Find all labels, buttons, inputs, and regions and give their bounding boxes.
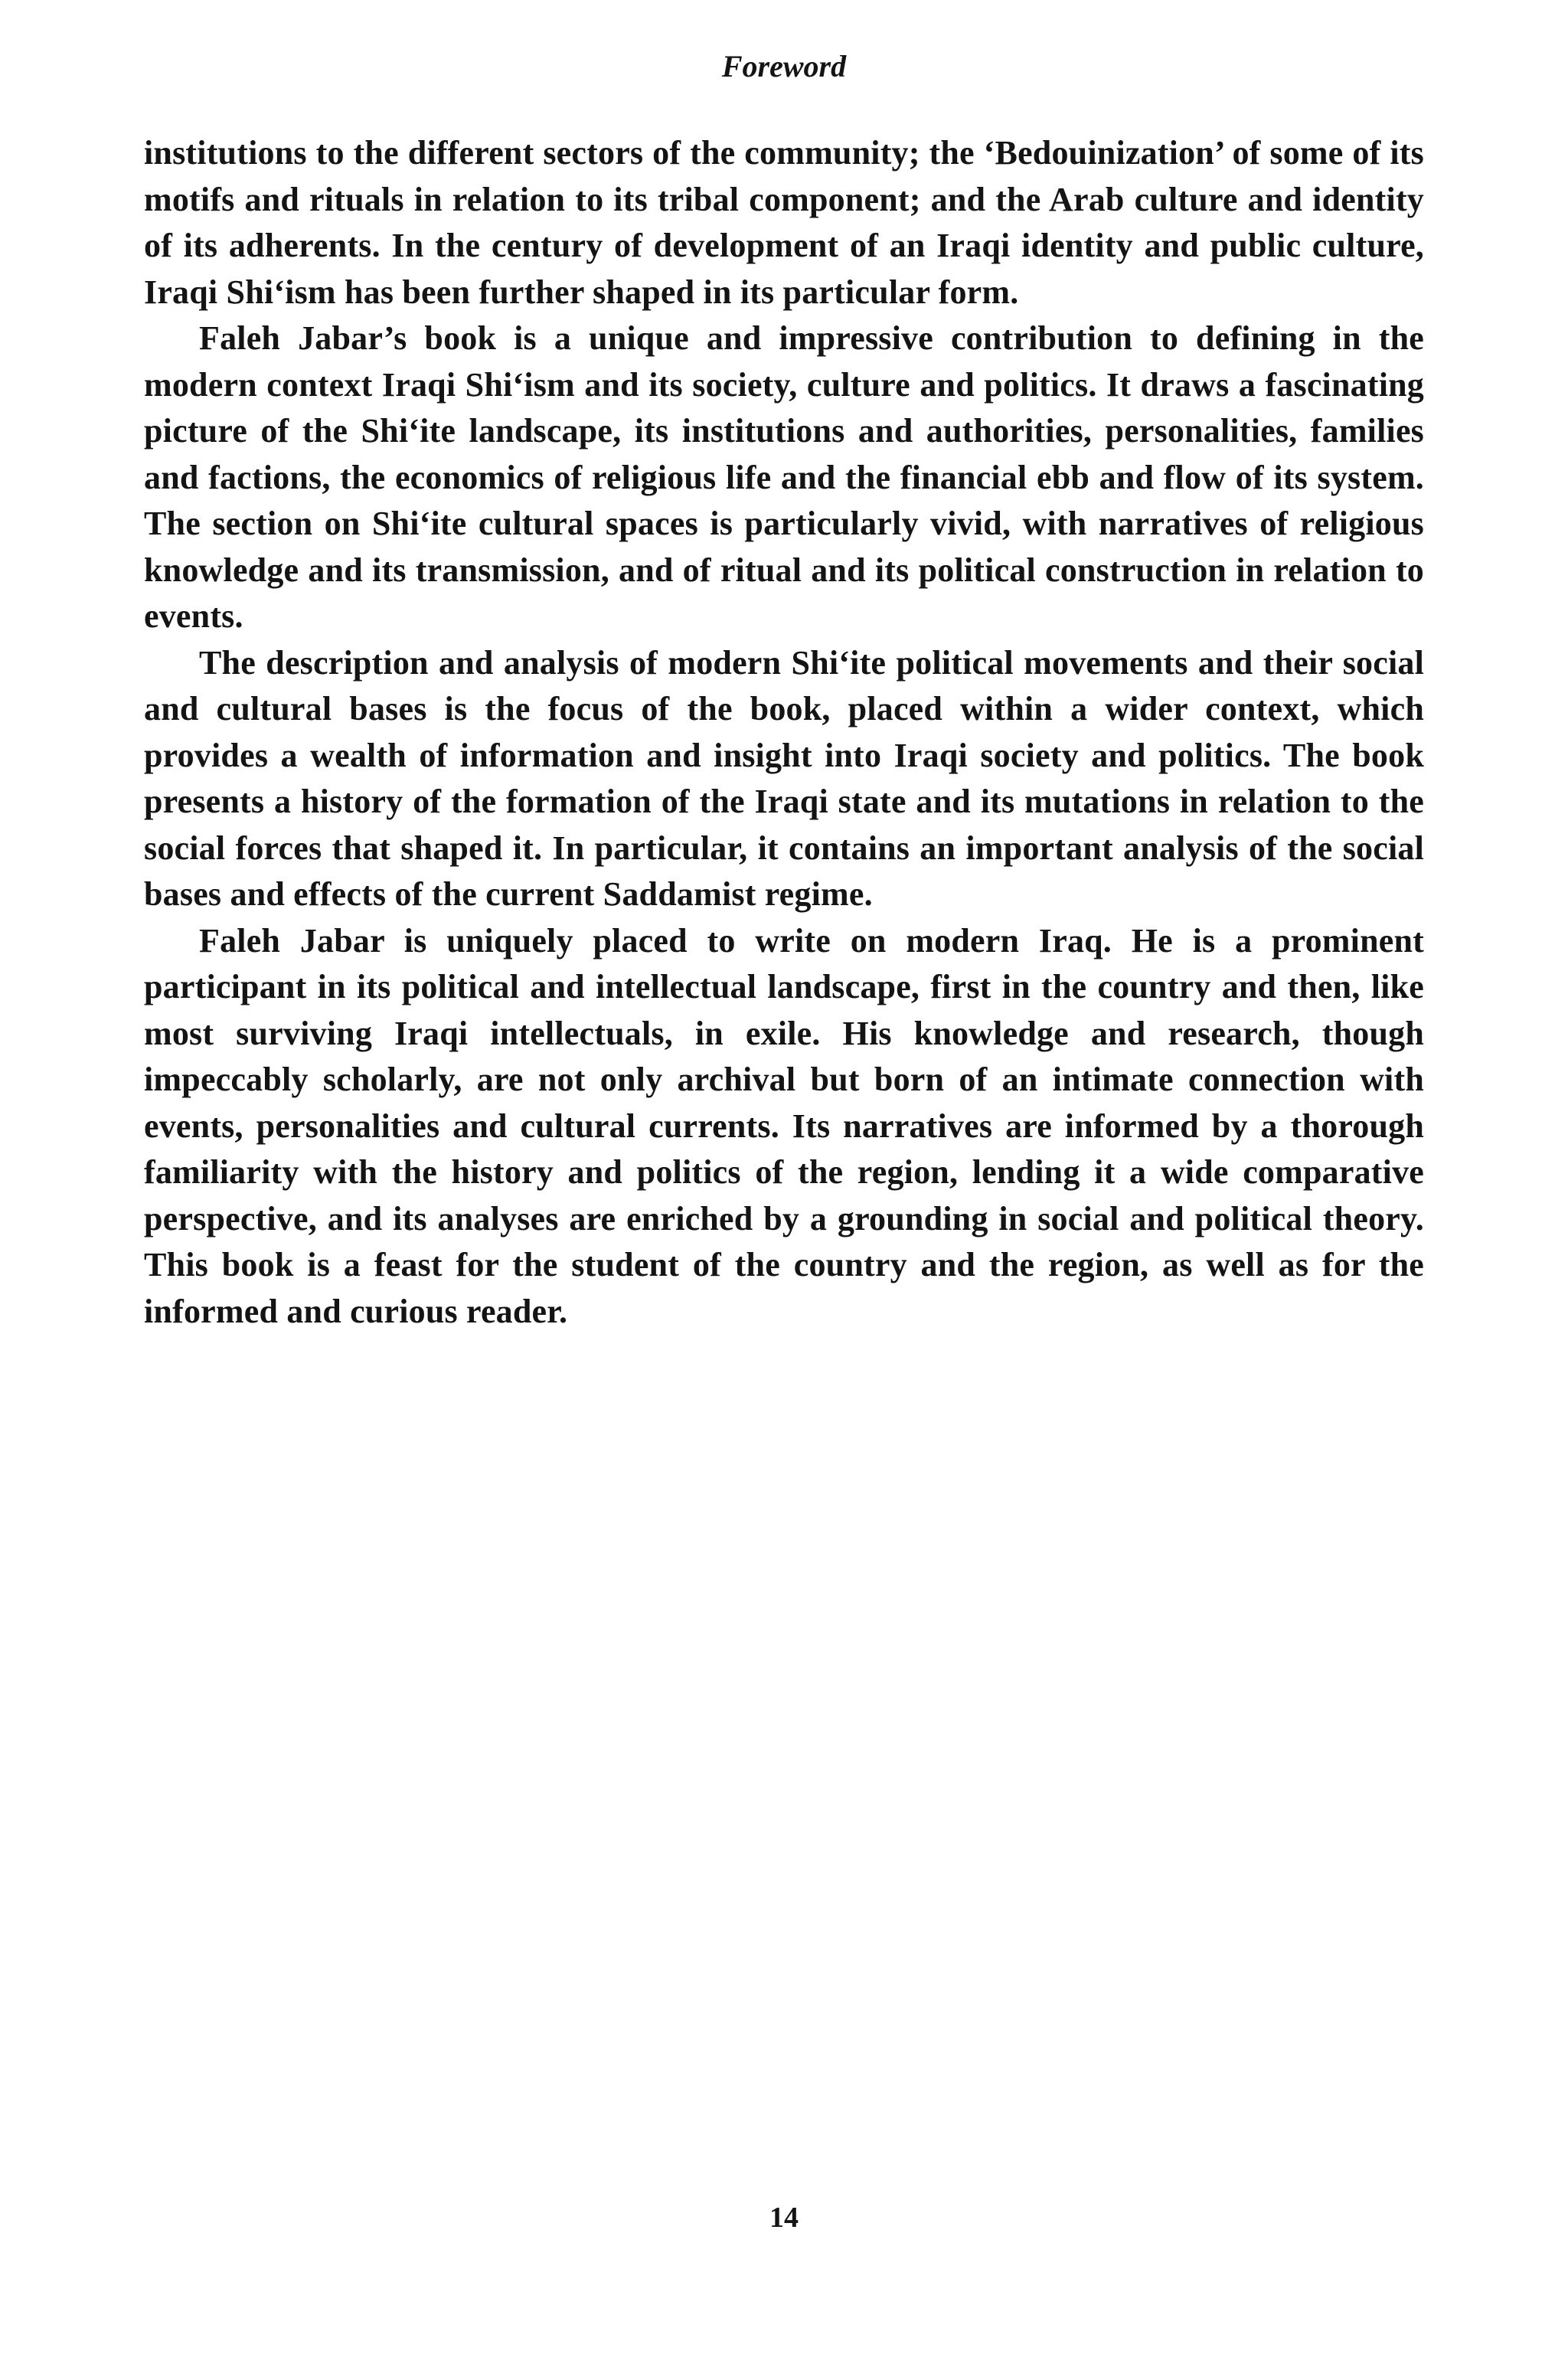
body-text <box>144 130 1424 1335</box>
paragraph-3: The description and analysis of modern Shi‘ite political movements and their social and cultural bases is the focus of the book, placed within a wider context, which provides a wealth of information and insight into Iraqi society and politics. The book presents a history of the formation of the Iraqi state and its mutations in relation to the social forces that shaped it. In particular, it contains an important analysis of the social bases and effects of the current Saddamist regime. <box>144 643 1424 913</box>
paragraph-4: Faleh Jabar is uniquely placed to write on modern Iraq. He is a prominent participant in its political and intellectual landscape, first in the country and then, like most surviving Iraqi intellectuals, in exile. His knowledge and research, though impeccably scholarly, are not only archival but born of an intimate connection with events, personalities and cultural currents. Its narratives are informed by a thorough familiarity with the history and politics of the region, lending it a wide comparative perspective, and its analyses are enriched by a grounding in social and political theory. This book is a feast for the student of the country and the region, as well as for the informed and curious reader. <box>144 921 1424 1330</box>
paragraph-2: Faleh Jabar’s book is a unique and impressive contribution to defining in the modern context Iraqi Shi‘ism and its society, culture and politics. It draws a fascinating picture of the Shi‘ite landscape, its institutions and authorities, personalities, families and factions, the economics of religious life and the financial ebb and flow of its system. The section on Shi‘ite cultural spaces is particularly vivid, with narratives of religious knowledge and its transmission, and of ritual and its political construction in relation to events. <box>144 319 1424 635</box>
paragraph-1: institutions to the different sectors of the community; the ‘Bedouinization’ of some of its motifs and rituals in relation to its tribal component; and the Arab culture and identity of its adherents. In the century of development of an Iraqi identity and public culture, Iraqi Shi‘ism has been further shaped in its particular form. <box>144 134 1424 311</box>
page-number: 14 <box>769 2202 799 2234</box>
running-head: Foreword <box>721 49 847 83</box>
